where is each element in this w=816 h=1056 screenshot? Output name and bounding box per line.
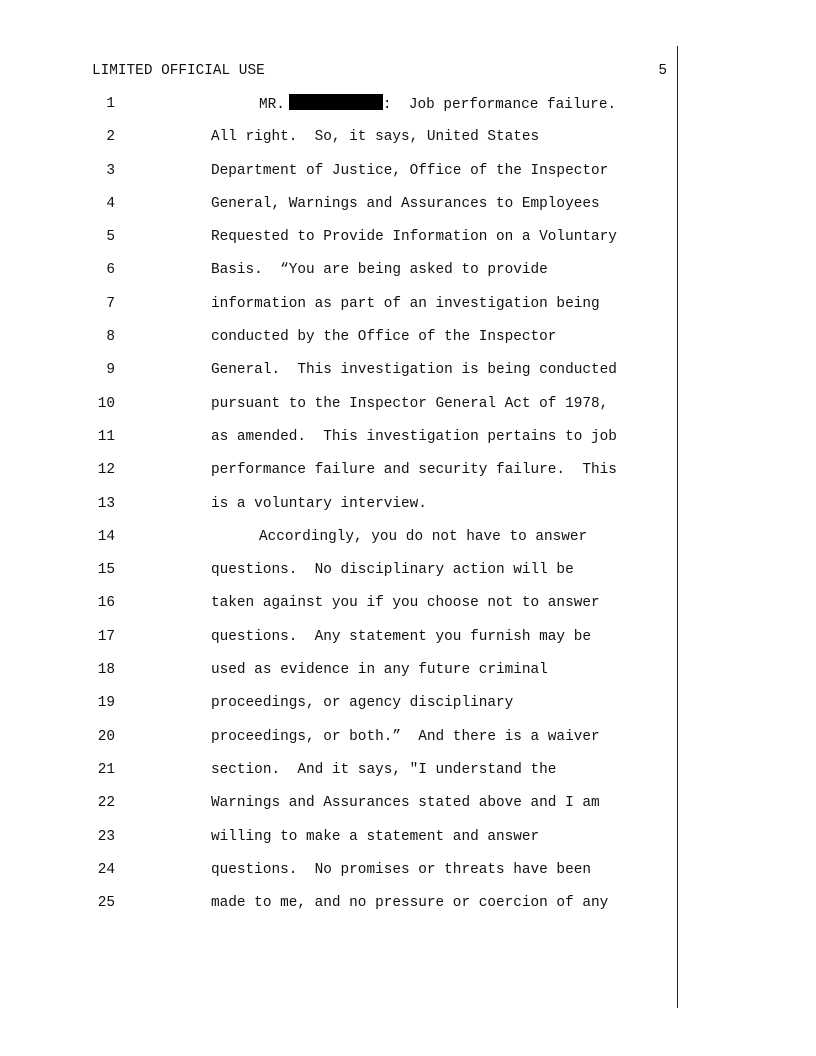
line-text: performance failure and security failure. This xyxy=(211,462,617,479)
speaker-label: MR. xyxy=(259,97,285,113)
transcript-line xyxy=(0,260,676,293)
line-text: questions. No promises or threats have been xyxy=(211,861,591,878)
line-text xyxy=(259,94,616,115)
line-number: 6 xyxy=(106,262,115,279)
transcript-line xyxy=(0,660,676,693)
right-margin-rule xyxy=(677,46,678,1008)
line-text: pursuant to the Inspector General Act of 1978, xyxy=(211,395,609,412)
transcript-line xyxy=(0,793,676,826)
line-text: All right. So, it says, United States xyxy=(211,129,540,146)
transcript-line xyxy=(0,294,676,327)
transcript-line xyxy=(0,127,676,160)
transcript-line xyxy=(0,593,676,626)
line-text: is a voluntary interview. xyxy=(211,495,427,512)
line-text: proceedings, or both.” And there is a waiver xyxy=(211,728,600,745)
line-number: 3 xyxy=(106,162,115,179)
line-number: 7 xyxy=(106,295,115,312)
line-number: 5 xyxy=(106,229,115,246)
transcript-line xyxy=(0,760,676,793)
speaker-text: : Job performance failure. xyxy=(382,97,617,113)
line-number: 8 xyxy=(106,329,115,346)
transcript-line xyxy=(0,94,676,127)
line-number: 21 xyxy=(97,761,115,778)
redaction-block xyxy=(289,94,383,110)
transcript-line xyxy=(0,460,676,493)
line-text: General. This investigation is being conducted xyxy=(211,362,617,379)
line-number: 12 xyxy=(97,462,115,479)
line-text: questions. No disciplinary action will be xyxy=(211,562,574,579)
line-text: proceedings, or agency disciplinary xyxy=(211,695,514,712)
transcript-line xyxy=(0,327,676,360)
transcript-line xyxy=(0,360,676,393)
line-number: 14 xyxy=(97,528,115,545)
line-number: 4 xyxy=(106,195,115,212)
line-number: 22 xyxy=(97,795,115,812)
line-text: made to me, and no pressure or coercion of any xyxy=(211,895,609,912)
line-text: Warnings and Assurances stated above and I am xyxy=(211,795,600,812)
transcript-line xyxy=(0,693,676,726)
transcript-line xyxy=(0,627,676,660)
line-number: 15 xyxy=(97,562,115,579)
page-number: 5 xyxy=(658,63,667,79)
line-number: 19 xyxy=(97,695,115,712)
line-number: 13 xyxy=(97,495,115,512)
classification-label: LIMITED OFFICIAL USE xyxy=(92,63,265,79)
transcript-line xyxy=(0,194,676,227)
line-text: Accordingly, you do not have to answer xyxy=(259,528,588,545)
line-text: Basis. “You are being asked to provide xyxy=(211,262,548,279)
transcript-line xyxy=(0,727,676,760)
line-number: 18 xyxy=(97,662,115,679)
line-text: questions. Any statement you furnish may be xyxy=(211,628,591,645)
line-number: 2 xyxy=(106,129,115,146)
line-number: 16 xyxy=(97,595,115,612)
transcript-line xyxy=(0,860,676,893)
transcript-line xyxy=(0,394,676,427)
transcript-line xyxy=(0,560,676,593)
line-text: willing to make a statement and answer xyxy=(211,828,540,845)
transcript-line xyxy=(0,527,676,560)
line-number: 17 xyxy=(97,628,115,645)
transcript-line xyxy=(0,827,676,860)
line-text: used as evidence in any future criminal xyxy=(211,662,548,679)
line-number: 20 xyxy=(97,728,115,745)
line-text: taken against you if you choose not to answer xyxy=(211,595,600,612)
transcript-line xyxy=(0,893,676,926)
line-text: section. And it says, "I understand the xyxy=(211,761,557,778)
line-number: 24 xyxy=(97,861,115,878)
line-text: as amended. This investigation pertains to job xyxy=(211,428,617,445)
transcript-line xyxy=(0,427,676,460)
transcript-lines xyxy=(0,94,676,926)
line-number: 23 xyxy=(97,828,115,845)
line-text: conducted by the Office of the Inspector xyxy=(211,329,557,346)
line-number: 11 xyxy=(97,428,115,445)
line-text: Requested to Provide Information on a Voluntary xyxy=(211,229,617,246)
line-number: 9 xyxy=(106,362,115,379)
line-number: 10 xyxy=(97,395,115,412)
page-header xyxy=(92,61,667,81)
line-text: information as part of an investigation being xyxy=(211,295,600,312)
transcript-line xyxy=(0,494,676,527)
transcript-line xyxy=(0,161,676,194)
transcript-line xyxy=(0,227,676,260)
line-text: General, Warnings and Assurances to Employees xyxy=(211,195,600,212)
line-number: 1 xyxy=(106,96,115,112)
line-text: Department of Justice, Office of the Inspector xyxy=(211,162,609,179)
line-number: 25 xyxy=(97,895,115,912)
